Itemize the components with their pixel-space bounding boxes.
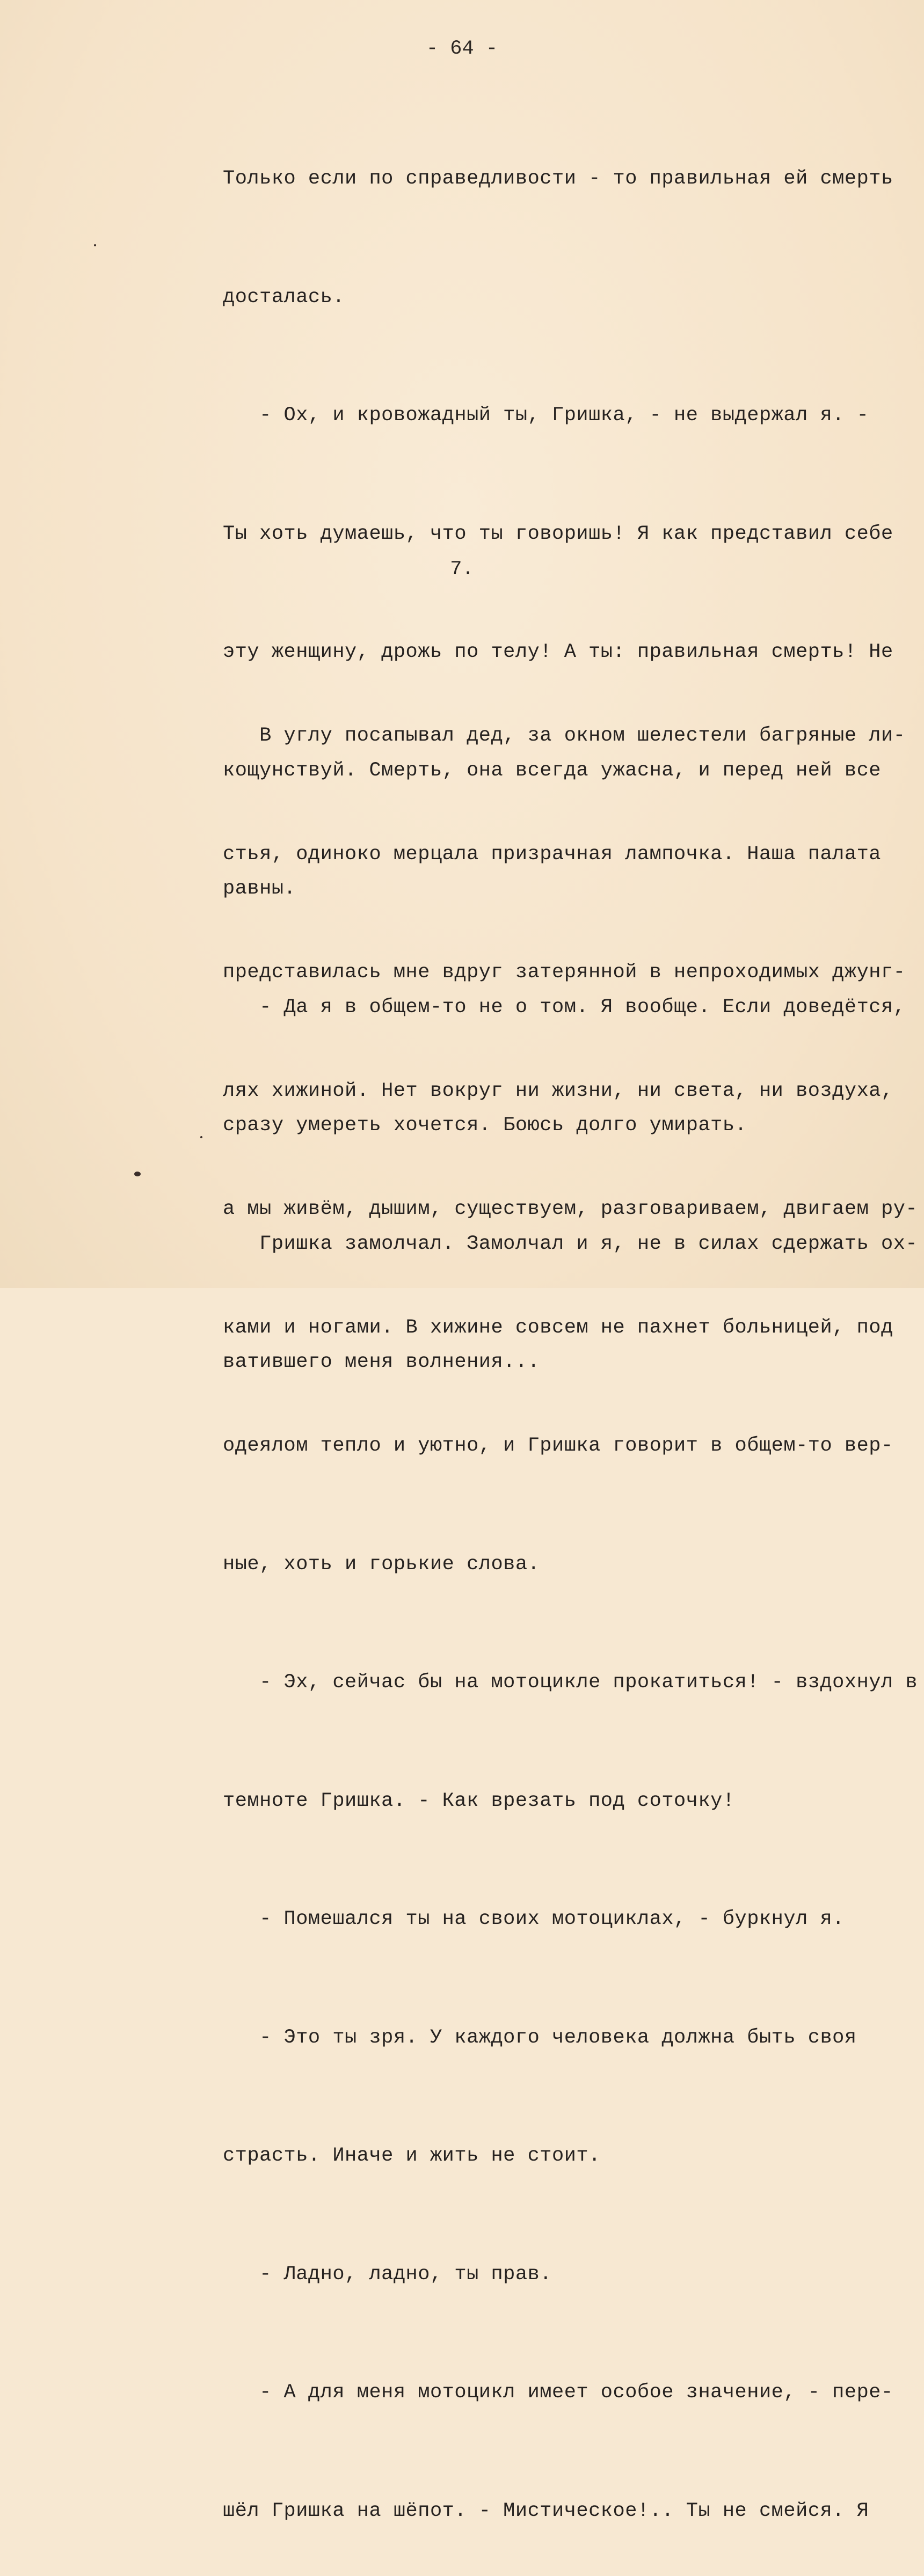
text-line: - Помешался ты на своих мотоциклах, - буркнул я. [223, 1908, 845, 1930]
text-line: досталась. [223, 286, 345, 309]
text-line: - А для меня мотоцикл имеет особое значение, - пере- [223, 2381, 893, 2404]
ink-speck [200, 1136, 202, 1138]
text-line: сразу умереть хочется. Боюсь долго умирать. [223, 1114, 747, 1137]
text-line: - Это ты зря. У каждого человека должна быть своя [223, 2026, 857, 2049]
text-line: лях хижиной. Нет вокруг ни жизни, ни света, ни воздуха, [223, 1079, 893, 1102]
text-line: Только если по справедливости - то правильная ей смерть [223, 167, 893, 190]
ink-speck [94, 244, 96, 246]
text-line: ками и ногами. В хижине совсем не пахнет больницей, под [223, 1316, 893, 1339]
text-line: Гришка замолчал. Замолчал и я, не в силах сдержать ох- [223, 1232, 918, 1255]
text-block-chapter-7 [223, 638, 918, 2576]
chapter-heading: 7. [450, 558, 474, 581]
text-line: одеялом тепло и уютно, и Гришка говорит в общем-то вер- [223, 1435, 893, 1457]
text-line: шёл Гришка на шёпот. - Мистическое!.. Ты не смейся. Я [223, 2499, 869, 2522]
text-line: - Эх, сейчас бы на мотоцикле прокатиться! - вздохнул в [223, 1671, 918, 1694]
text-line: стья, одиноко мерцала призрачная лампочка. Наша палата [223, 843, 881, 866]
text-line: - Ладно, ладно, ты прав. [223, 2263, 552, 2286]
text-line: равны. [223, 877, 296, 900]
text-line: - Ох, и кровожадный ты, Гришка, - не выдержал я. - [223, 404, 869, 427]
text-line: страсть. Иначе и жить не стоит. [223, 2145, 601, 2167]
text-line: ватившего меня волнения... [223, 1351, 540, 1373]
text-line: а мы живём, дышим, существуем, разговариваем, двигаем ру- [223, 1198, 918, 1220]
text-line: В углу посапывал дед, за окном шелестели багряные ли- [223, 724, 906, 747]
text-line: темноте Гришка. - Как врезать под соточку! [223, 1789, 735, 1812]
ink-speck [134, 1172, 141, 1176]
text-line: Ты хоть думаешь, что ты говоришь! Я как представил себе [223, 522, 893, 545]
text-line: эту женщину, дрожь по телу! А ты: правильная смерть! Не [223, 641, 893, 663]
text-line: ные, хоть и горькие слова. [223, 1553, 540, 1576]
text-line: представилась мне вдруг затерянной в непроходимых джунг- [223, 961, 906, 984]
text-line: кощунствуй. Смерть, она всегда ужасна, и перед ней все [223, 759, 881, 782]
text-line: - Да я в общем-то не о том. Я вообще. Если доведётся, [223, 996, 906, 1019]
page-number: - 64 - [426, 38, 498, 60]
